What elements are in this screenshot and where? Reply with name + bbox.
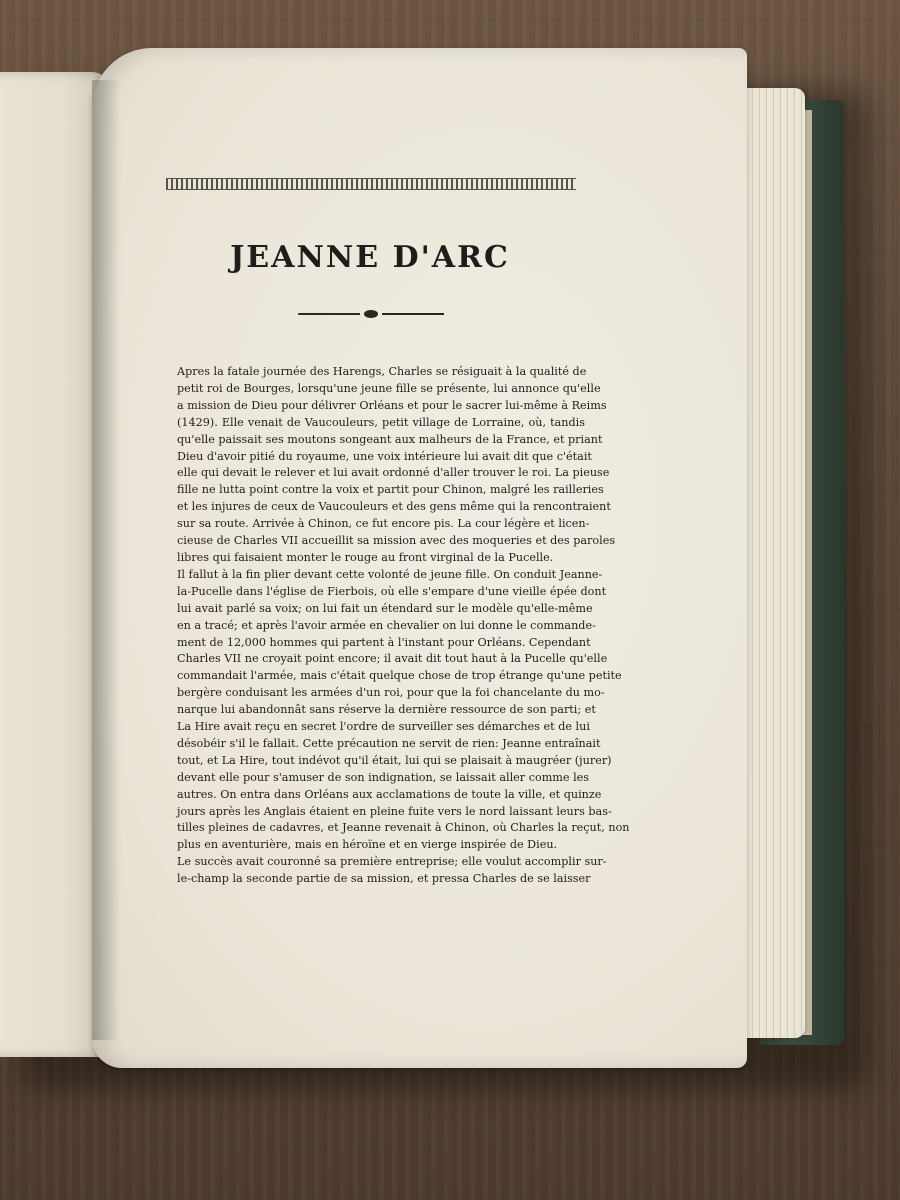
ornament-line-left xyxy=(298,313,360,315)
chapter-title: JEANNE D'ARC xyxy=(230,240,510,275)
text-line: Charles VII ne croyait point encore; il avait dit tout haut à la Pucelle qu'elle xyxy=(177,652,608,666)
text-line: et les injures de ceux de Vaucouleurs et des gens même qui la rencontraient xyxy=(177,500,611,514)
text-line: désobéir s'il le fallait. Cette précaution ne servit de rien: Jeanne entraînait xyxy=(177,736,601,750)
title-ornament xyxy=(298,312,444,316)
ornament-line-right xyxy=(382,313,444,315)
text-line: ment de 12,000 hommes qui partent à l'instant pour Orléans. Cependant xyxy=(177,635,591,649)
text-line: qu'elle paissait ses moutons songeant aux malheurs de la France, et priant xyxy=(177,432,603,446)
text-line: libres qui faisaient monter le rouge au front virginal de la Pucelle. xyxy=(177,550,554,564)
paragraph xyxy=(165,567,630,854)
text-line: autres. On entra dans Orléans aux acclamations de toute la ville, et quinze xyxy=(177,787,602,801)
book-gutter xyxy=(92,80,120,1040)
paragraph xyxy=(165,364,616,567)
text-line: elle qui devait le relever et lui avait ordonné d'aller trouver le roi. La pieuse xyxy=(177,466,610,480)
text-line: (1429). Elle venait de Vaucouleurs, petit village de Lorraine, où, tandis xyxy=(177,415,585,429)
text-line: jours après les Anglais étaient en pleine fuite vers le nord laissant leurs bas- xyxy=(177,804,612,818)
text-line: plus en aventurière, mais en héroïne et en vierge inspirée de Dieu. xyxy=(177,838,558,852)
text-line: tout, et La Hire, tout indévot qu'il était, lui qui se plaisait à maugréer (jurer) xyxy=(177,753,612,767)
top-ornament-border xyxy=(166,178,576,190)
text-line: cieuse de Charles VII accueillit sa mission avec des moqueries et des paroles xyxy=(177,534,616,548)
text-line: Apres la fatale journée des Harengs, Charles se résiguait à la qualité de xyxy=(177,365,587,378)
text-line: bergère conduisant les armées d'un roi, pour que la foi chancelante du mo- xyxy=(177,686,605,700)
text-line: La Hire avait reçu en secret l'ordre de surveiller ses démarches et de lui xyxy=(177,720,590,734)
text-line: a mission de Dieu pour délivrer Orléans et pour le sacrer lui-même à Reims xyxy=(177,398,607,412)
text-line: devant elle pour s'amuser de son indignation, se laissait aller comme les xyxy=(177,770,590,784)
text-line: en a tracé; et après l'avoir armée en chevalier on lui donne le commande- xyxy=(177,618,596,632)
text-line: petit roi de Bourges, lorsqu'une jeune fille se présente, lui annonce qu'elle xyxy=(177,381,601,395)
body-text xyxy=(165,364,630,888)
text-line: le-champ la seconde partie de sa mission, et pressa Charles de se laisser xyxy=(177,872,591,886)
text-line: narque lui abandonnât sans réserve la dernière ressource de son parti; et xyxy=(177,703,596,717)
text-line: lui avait parlé sa voix; on lui fait un étendard sur le modèle qu'elle-même xyxy=(177,601,593,615)
text-line: la-Pucelle dans l'église de Fierbois, où elle s'empare d'une vieille épée dont xyxy=(177,584,607,598)
text-line: Le succès avait couronné sa première entreprise; elle voulut accomplir sur- xyxy=(177,855,607,869)
text-line: fille ne lutta point contre la voix et partit pour Chinon, malgré les railleries xyxy=(177,483,604,497)
text-line: tilles pleines de cadavres, et Jeanne revenait à Chinon, où Charles la reçut, non xyxy=(177,821,630,835)
text-line: Il fallut à la fin plier devant cette volonté de jeune fille. On conduit Jeanne- xyxy=(177,567,603,581)
text-line: commandait l'armée, mais c'était quelque chose de trop étrange qu'une petite xyxy=(177,669,622,683)
paragraph xyxy=(165,854,607,888)
text-line: Dieu d'avoir pitié du royaume, une voix intérieure lui avait dit que c'était xyxy=(177,449,592,463)
text-line: sur sa route. Arrivée à Chinon, ce fut encore pis. La cour légère et licen- xyxy=(177,517,590,531)
ornament-center xyxy=(364,310,378,318)
